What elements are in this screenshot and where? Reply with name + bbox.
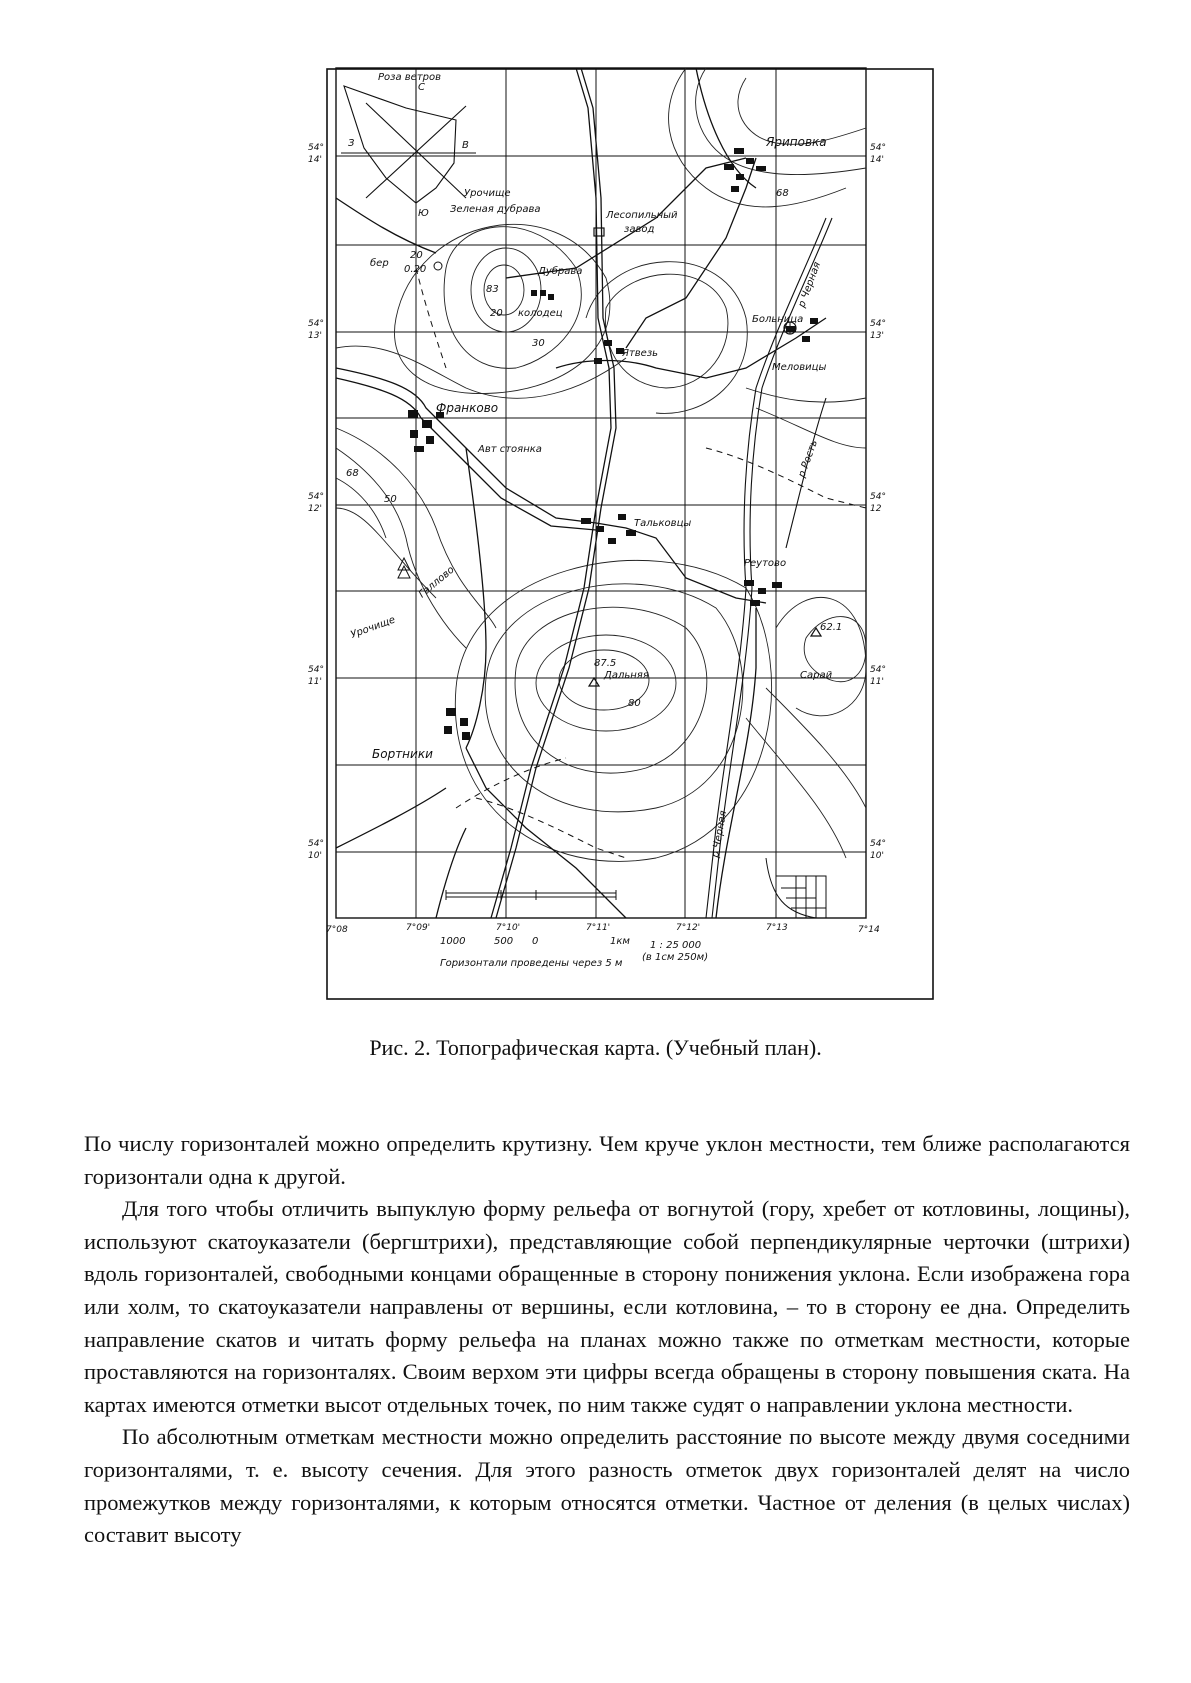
lat-12-left-deg: 54°: [308, 492, 324, 502]
place-zelenaya-dubrava: Зеленая дубрава: [450, 204, 541, 215]
lat-11-right-deg: 54°: [870, 665, 886, 675]
elevation-68-top: 68: [776, 188, 789, 199]
place-dubrava: Дубрава: [538, 266, 583, 277]
scale-500: 500: [494, 936, 514, 947]
lat-10-left-min: 10': [308, 851, 322, 861]
place-reutovo: Реутово: [744, 558, 787, 569]
lon-12: 7°12': [676, 923, 701, 933]
place-gallovo: Галлово: [416, 564, 457, 601]
wind-rose: [341, 78, 476, 203]
lat-10-left-deg: 54°: [308, 839, 324, 849]
wind-rose-west: З: [348, 138, 355, 149]
lat-12-right-deg: 54°: [870, 492, 886, 502]
place-r-rost: р Рость: [796, 438, 821, 480]
scale-ratio-note: (в 1см 250м): [642, 952, 709, 963]
scale-bar: [446, 858, 826, 918]
lat-11-left-deg: 54°: [308, 665, 324, 675]
elevation-30: 30: [532, 338, 545, 349]
lat-14-right-deg: 54°: [870, 143, 886, 153]
place-urochishe-1: Урочище: [464, 188, 511, 199]
place-kolodets: колодец: [518, 308, 563, 319]
elevation-80: 80: [628, 698, 641, 709]
lat-11-left-min: 11': [308, 677, 322, 687]
lat-12-left-min: 12': [308, 504, 322, 514]
elevation-68-left: 68: [346, 468, 359, 479]
elevation-83: 83: [486, 284, 499, 295]
wind-rose-north: С: [418, 82, 425, 93]
scale-1000: 1000: [440, 936, 466, 947]
place-melovitsy: Меловицы: [772, 362, 827, 373]
paragraph-1: По числу горизонталей можно определить крутизну. Чем круче уклон местности, тем ближе располагаются горизонтали одна к другой.: [84, 1131, 1130, 1189]
lon-11: 7°11': [586, 923, 611, 933]
lat-14-left-deg: 54°: [308, 143, 324, 153]
lat-11-right-min: 11': [870, 677, 884, 687]
ber-width: 0.20: [404, 264, 427, 275]
figure-caption: Рис. 2. Топографическая карта. (Учебный план).: [369, 1035, 822, 1060]
place-ber: бер: [370, 258, 389, 269]
place-yaripovka: Яриповка: [766, 135, 827, 149]
elevation-20: 20: [490, 308, 503, 319]
place-dalnyaya: Дальняя: [604, 670, 649, 681]
lon-14: 7°14: [858, 925, 880, 935]
lon-08: 7°08: [326, 925, 348, 935]
wind-rose-south: Ю: [418, 208, 429, 219]
lon-10: 7°10': [496, 923, 521, 933]
lat-14-left-min: 14': [308, 155, 322, 165]
lat-13-left-deg: 54°: [308, 319, 324, 329]
place-r-chernaya-top: р Черная: [796, 260, 824, 310]
scale-ratio: 1 : 25 000: [650, 940, 702, 951]
place-frankovo: Франково: [436, 401, 499, 415]
lat-14-right-min: 14': [870, 155, 884, 165]
wind-rose-east: В: [462, 140, 469, 151]
ber-depth: 20: [410, 250, 423, 261]
lon-13: 7°13: [766, 923, 788, 933]
place-atvez: Ятвезь: [622, 348, 659, 359]
topographic-map: [308, 68, 934, 1000]
lon-09: 7°09': [406, 923, 431, 933]
place-avt-stoyanka: Авт стоянка: [478, 444, 542, 455]
place-bolnitsa: Больница: [752, 314, 804, 325]
lat-13-right-min: 13': [870, 331, 884, 341]
place-r-chernaya-bottom: р Черная: [710, 809, 730, 859]
place-talkovtsy: Тальковцы: [634, 518, 692, 529]
paragraph-3: По абсолютным отметкам местности можно определить расстояние по высоте между двумя соседними горизонталями, т. е. высоту сечения. Для этого разность отметок двух горизонталей делят на число промежутков между горизонталями, к которым относятся отметки. Частное от деления (в целых числах) составит высоту: [84, 1424, 1130, 1548]
wind-rose-title: Роза ветров: [378, 72, 442, 83]
place-urochishe-2: Урочище: [349, 614, 397, 641]
elevation-62-1: 62.1: [820, 622, 843, 633]
place-saray: Сарай: [800, 670, 833, 681]
elevation-87-5: 87.5: [594, 658, 617, 669]
paragraph-2: Для того чтобы отличить выпуклую форму рельефа от вогнутой (гору, хребет от котловины, лощины), используют скатоуказатели (бергштрихи), представляющие собой перпендикулярные черточки (штрихи) вдоль горизонталей, свободными концами обращенные в сторону понижения уклона. Если изображена гора или холм, то скатоуказатели направлены от вершины, если котловина, – то в сторону ее дна. Определить направление скатов и читать форму рельефа на планах можно также по отметкам местности, которые проставляются на горизонталях. Своим верхом эти цифры всегда обращены в сторону повышения ската. На картах имеются отметки высот отдельных точек, по ним также судят о направлении уклона местности.: [84, 1196, 1130, 1417]
body-text: [84, 1128, 1130, 1552]
lat-13-left-min: 13': [308, 331, 322, 341]
place-zavod: завод: [624, 224, 655, 235]
lat-13-right-deg: 54°: [870, 319, 886, 329]
contours-note: Горизонтали проведены через 5 м: [440, 958, 623, 969]
lat-10-right-deg: 54°: [870, 839, 886, 849]
roads: [336, 68, 826, 918]
lat-10-right-min: 10': [870, 851, 884, 861]
scale-0: 0: [532, 936, 539, 947]
lat-12-right-min: 12: [870, 504, 882, 514]
scale-1km: 1км: [610, 936, 630, 947]
place-bortniki: Бортники: [372, 747, 433, 761]
place-lesopilny: Лесопильный: [606, 210, 678, 221]
elevation-50-left: 50: [384, 494, 397, 505]
